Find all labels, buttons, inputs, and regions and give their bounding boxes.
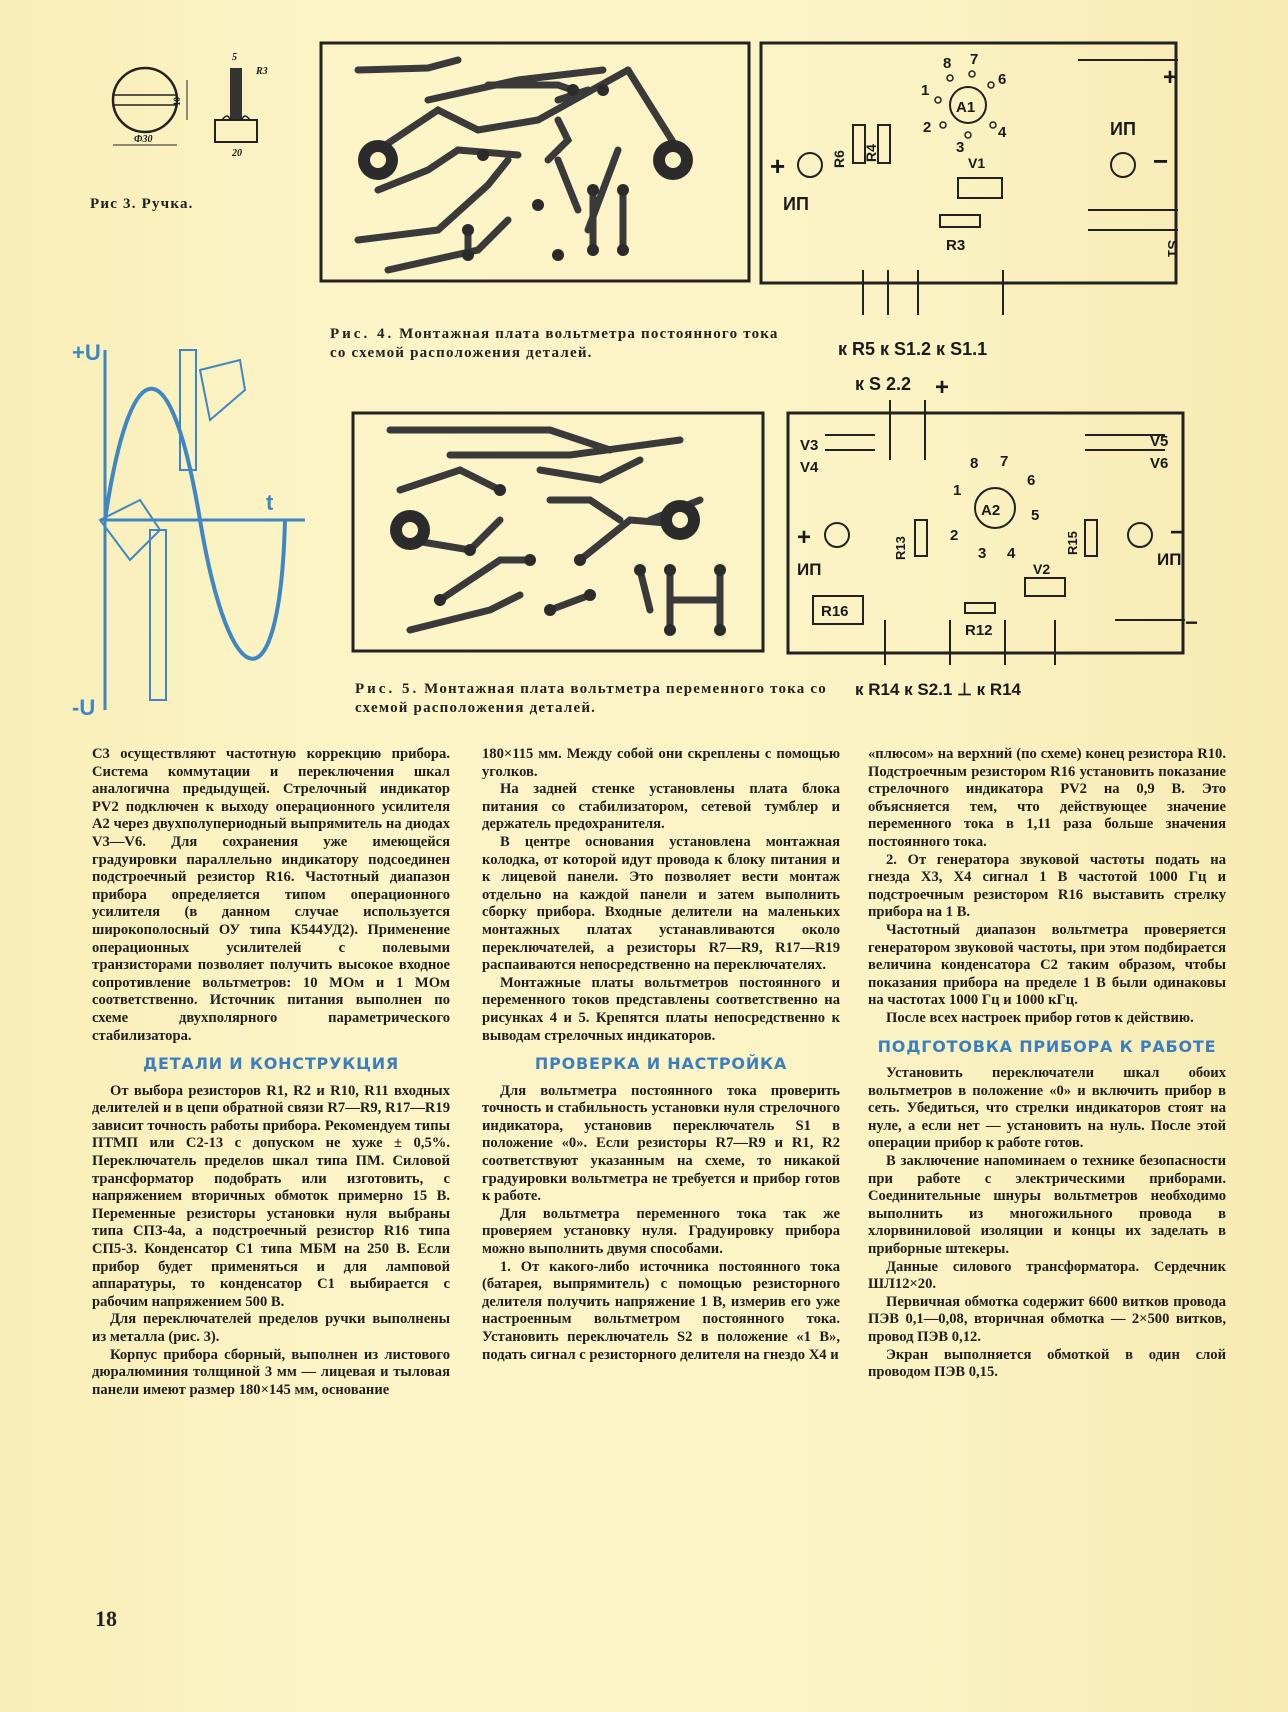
col2-paragraph: 180×115 мм. Между собой они скреплены с помощью уголков. xyxy=(482,746,840,780)
fig5-minus-right: − xyxy=(1170,519,1185,546)
fig5-pin-6: 6 xyxy=(1027,472,1036,489)
fig3-dim-top: 5 xyxy=(232,52,237,63)
text-column-3 xyxy=(868,746,1226,1382)
fig3-dim-length: 20 xyxy=(232,148,242,159)
fig3-dim-diameter: Ф30 xyxy=(134,134,153,145)
col2-paragraph: 1. От какого-либо источника постоянного тока (батарея, выпрямитель) с помощью резисторного делителя получить напряжение 1 В, измерив его уже настроенным вольтметром постоянного тока. Установить переключатель S2 в положение «1 В», подать сигнал с резисторного делителя на гнездо Х4 и xyxy=(482,1258,840,1363)
figure-4-pcb xyxy=(318,40,753,285)
figure-4-schematic xyxy=(758,40,1198,360)
fig4-pin-3: 3 xyxy=(956,139,965,156)
heading-check: ПРОВЕРКА И НАСТРОЙКА xyxy=(534,1054,788,1074)
fig5-caption-text: Монтажная плата вольтметра переменного тока со схемой расположения деталей. xyxy=(355,681,827,716)
col3-paragraph: Экран выполняется обмоткой в один слой проводом ПЭВ 0,15. xyxy=(868,1346,1226,1381)
fig3-caption: Рис 3. Ручка. xyxy=(90,196,194,212)
col2-paragraph: В центре основания установлена монтажная колодка, от которой идут провода к блоку питания и к лицевой панели. Это позволяет вести монтаж отдельно на каждой панели и затем выполнить сборку прибора. Входные делители на маленьких монтажных платах устанавливаются около переключателей, а резисторы R7—R9, R17—R19 распаиваются непосредственно на переключателях. xyxy=(482,833,840,974)
fig5-v6: V6 xyxy=(1150,455,1169,472)
fig4-pin-1: 1 xyxy=(921,82,930,99)
col3-paragraph: 2. От генератора звуковой частоты подать на гнезда Х3, Х4 сигнал 1 В частотой 1000 Гц и подстроечным резистором R16 выставить стрелку прибора на 1 В. xyxy=(868,851,1226,921)
fig4-r6: R6 xyxy=(831,150,847,168)
fig4-caption-text: Монтажная плата вольтметра постоянного тока со схемой расположения деталей. xyxy=(330,326,779,361)
fig5-caption-lead: Рис. 5. xyxy=(355,681,420,697)
fig5-plus-top: + xyxy=(935,374,950,401)
col1-paragraph: С3 осуществляют частотную коррекцию прибора. Система коммутации и переключения шкал аналогична предыдущей. Стрелочный индикатор PV2 подключен к выходу операционного усилителя А2 через двухполупериодный выпрямитель на диодах V3—V6. Для сохранения уже имеющейся градуировки параллельно индикатору подсоединен подстроечный резистор R16. Частотный диапазон прибора определяется типом операционного усилителя (в данном случае используется широкополосный ОУ типа К544УД2). Применение операционных усилителей с полевыми транзисторами позволяет получить высокое входное сопротивление вольтметров: 10 МОм и 1 МОм соответственно. Источник питания выполнен по схеме двухполярного параметрического стабилизатора. xyxy=(92,746,450,1044)
fig5-pin-7: 7 xyxy=(1000,453,1009,470)
col2-paragraph: Для вольтметра постоянного тока проверить точность и стабильность установки нуля стрелочного индикатора, установив переключатель S1 в положение «0». Если резисторы R7—R9 и R1, R2 соответствуют указанным на схеме, то никакой градуировки вольтметра не требуется и прибор готов к работе. xyxy=(482,1082,840,1205)
fig4-caption-lead: Рис. 4. xyxy=(330,326,395,342)
col3-paragraph: Частотный диапазон вольтметра проверяется генератором звуковой частоты, при этом подбирается величина конденсатора С2 таким образом, чтобы показания прибора на пределе 1 В были одинаковы на частотах 1000 Гц и 1000 кГц. xyxy=(868,921,1226,1009)
figure-5-pcb xyxy=(350,410,770,655)
illustration-minus-u: -U xyxy=(72,695,96,720)
fig5-r16: R16 xyxy=(821,603,849,620)
fig5-v4: V4 xyxy=(800,459,819,476)
fig4-ip-left: ИП xyxy=(783,194,809,214)
col3-paragraph: Данные силового трансформатора. Сердечник ШЛ12×20. xyxy=(868,1258,1226,1293)
col2-paragraph: Для вольтметра переменного тока так же проверяем установку нуля. Градуировку прибора можно выполнить двумя способами. xyxy=(482,1205,840,1258)
col2-paragraph: На задней стенке установлены плата блока питания со стабилизатором, сетевой тумблер и держатель предохранителя. xyxy=(482,781,840,833)
fig5-caption xyxy=(355,680,855,718)
fig5-pin-4: 4 xyxy=(1007,545,1016,562)
fig3-dim-height: 10 xyxy=(172,97,182,106)
fig4-bottom-labels: к R5 к S1.2 к S1.1 xyxy=(838,339,988,359)
fig5-bottom-labels: к R14 к S2.1 ⊥ к R14 xyxy=(855,680,1022,699)
fig5-a2: A2 xyxy=(981,502,1001,519)
col3-paragraph: После всех настроек прибор готов к действию. xyxy=(886,1009,1194,1026)
col3-paragraph: В заключение напоминаем о технике безопасности при работе с электрическими приборами. Соединительные шнуры вольтметров необходимо выполнить из многожильного провода в хлорвиниловой изоляции и концы их заделать в приборные штекеры. xyxy=(868,1153,1226,1258)
fig5-ip-left: ИП xyxy=(797,560,822,579)
fig5-ip-right: ИП xyxy=(1157,550,1182,569)
col1-paragraph: Для переключателей пределов ручки выполнены из металла (рис. 3). xyxy=(92,1311,450,1345)
col1-paragraph: От выбора резисторов R1, R2 и R10, R11 входных делителей и в цепи обратной связи R7—R9, R17—R19 зависит точность работы прибора. Рекомендуем типы ПТМП или С2-13 с допуском не хуже ± 0,5%. Переключатель пределов шкал типа ПМ. Силовой трансформатор подобрать или изготовить, с напряжением вторичных обмоток примерно 15 В. Переменные резисторы установки нуля выбраны типа СПЗ-4а, а подстроечный резистор R16 типа СП5-3. Конденсатор С1 типа МБМ на 250 В. Если прибор будет применяться и для ламповой аппаратуры, то конденсатор С1 выбирается с рабочим напряжением 500 В. xyxy=(92,1082,450,1310)
fig4-pin-2: 2 xyxy=(923,119,932,136)
fig5-minus-bottom: − xyxy=(1185,610,1198,635)
figure-illustration xyxy=(70,330,315,730)
col2-paragraph: Монтажные платы вольтметров постоянного и переменного токов представлены соответственно на рисунках 4 и 5. Крепятся платы непосредственно к выводам стрелочных индикаторов. xyxy=(482,974,840,1044)
fig5-pin-3: 3 xyxy=(978,545,987,562)
figure-3-handle xyxy=(60,40,300,170)
fig5-v3: V3 xyxy=(800,437,819,454)
illustration-plus-u: +U xyxy=(72,340,101,365)
fig5-v5: V5 xyxy=(1150,433,1169,450)
fig5-pin-5: 5 xyxy=(1031,507,1040,524)
fig4-s1-label: S1 xyxy=(1165,240,1181,258)
fig4-minus-right: − xyxy=(1153,146,1169,176)
col3-paragraph: Первичная обмотка содержит 6600 витков провода ПЭВ 0,1—0,08, вторичная обмотка — 2×500 витков, провод ПЭВ 0,12. xyxy=(868,1293,1226,1345)
fig4-ip-right: ИП xyxy=(1110,119,1136,139)
page-number: 18 xyxy=(95,1606,117,1631)
fig4-r3: R3 xyxy=(946,237,966,254)
fig4-pin-6: 6 xyxy=(998,71,1007,88)
fig4-v1: V1 xyxy=(968,155,986,171)
col3-paragraph: Установить переключатели шкал обоих вольтметров в положение «0» и включить прибор в сеть. Убедиться, что стрелки индикаторов стоят на нуле, а если нет — установить на нуль. После этой операции прибор к работе готов. xyxy=(868,1065,1226,1152)
heading-details: ДЕТАЛИ И КОНСТРУКЦИЯ xyxy=(142,1054,400,1074)
text-column-2 xyxy=(482,746,840,1364)
fig5-r13: R13 xyxy=(893,536,908,560)
text-column-1 xyxy=(92,746,450,1399)
fig4-r4: R4 xyxy=(863,144,879,162)
fig5-plus-left: + xyxy=(797,524,812,551)
fig4-pin-7: 7 xyxy=(970,51,979,68)
fig5-top-label: к S 2.2 xyxy=(855,374,912,394)
fig4-plus-top: + xyxy=(1163,64,1178,91)
fig4-pin-4: 4 xyxy=(998,124,1007,141)
fig4-a1: A1 xyxy=(956,99,976,116)
fig5-v2: V2 xyxy=(1033,561,1051,577)
fig4-plus-left: + xyxy=(770,151,786,181)
fig5-pin-1: 1 xyxy=(953,482,962,499)
figure-5-schematic xyxy=(785,360,1198,705)
fig5-r15: R15 xyxy=(1065,531,1080,555)
fig3-dim-radius: R3 xyxy=(256,66,268,77)
heading-prep: ПОДГОТОВКА ПРИБОРА К РАБОТЕ xyxy=(877,1036,1217,1056)
col1-paragraph: Корпус прибора сборный, выполнен из листового дюралюминия толщиной 3 мм — лицевая и тыловая панели имеют размер 180×145 мм, основание xyxy=(92,1346,450,1398)
fig4-caption xyxy=(330,325,800,363)
col3-paragraph: «плюсом» на верхний (по схеме) конец резистора R10. Подстроечным резистором R16 установить показание стрелочного индикатора PV2 на 0,9 В. Это объясняется тем, что действующее значение переменного тока в 1,11 раза больше значения постоянного тока. xyxy=(868,746,1226,850)
fig5-r12: R12 xyxy=(965,622,993,639)
fig5-pin-2: 2 xyxy=(950,527,959,544)
illustration-t: t xyxy=(266,490,274,515)
fig5-pin-8: 8 xyxy=(970,455,979,472)
fig4-pin-8: 8 xyxy=(943,55,952,72)
